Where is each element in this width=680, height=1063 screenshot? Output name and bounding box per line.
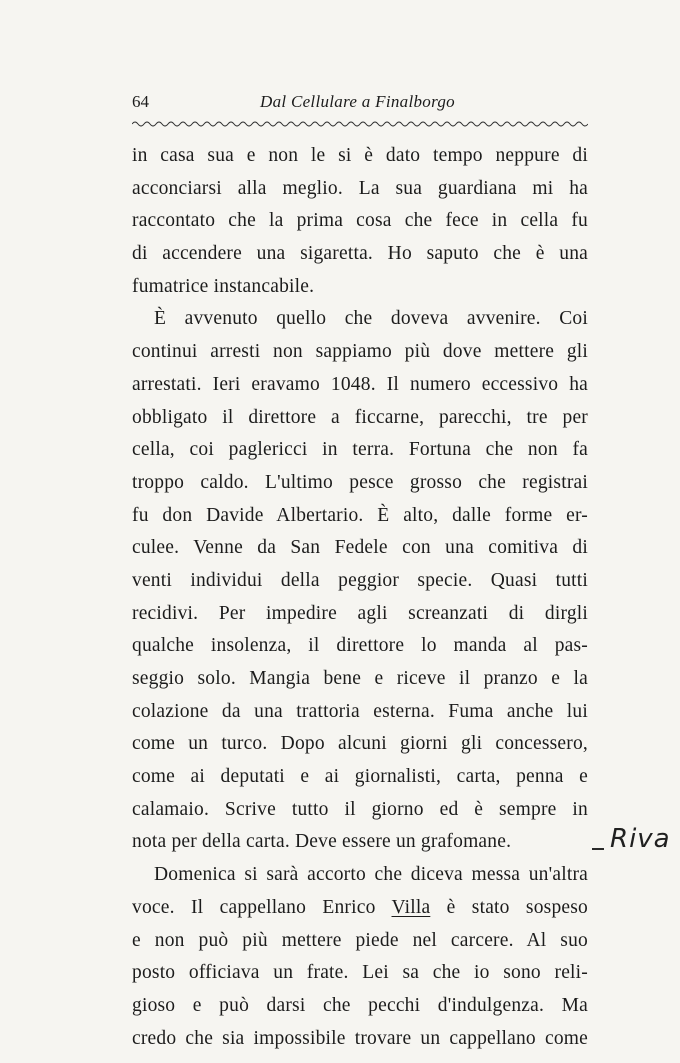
- text-line: È avvenuto quello che doveva avvenire. Coi: [154, 308, 588, 330]
- text-line: continui arresti non sappiamo più dove mettere gli: [132, 341, 588, 363]
- text-line: posto officiava un frate. Lei sa che io sono reli-: [132, 962, 588, 984]
- body-text: [132, 140, 588, 1055]
- page-header: [132, 92, 588, 116]
- text-line: fu don Davide Albertario. È alto, dalle forme er-: [132, 504, 588, 526]
- text-fragment: è stato sospeso: [430, 896, 588, 918]
- margin-note-text: Riva: [610, 824, 671, 854]
- text-line: credo che sia impossibile trovare un cappellano come: [132, 1027, 588, 1049]
- running-title: Dal Cellulare a Finalborgo: [260, 92, 455, 111]
- text-fragment: voce. Il cappellano Enrico: [132, 896, 392, 918]
- text-line: calamaio. Scrive tutto il giorno ed è sempre in: [132, 798, 588, 820]
- text-line: acconciarsi alla meglio. La sua guardiana mi ha: [132, 177, 588, 199]
- text-line: come ai deputati e ai giornalisti, carta, penna e: [132, 766, 588, 788]
- text-line: venti individui della peggior specie. Quasi tutti: [132, 569, 588, 591]
- text-line: in casa sua e non le si è dato tempo neppure di: [132, 145, 588, 166]
- wavy-rule-divider: [132, 119, 588, 129]
- text-line: fumatrice instancabile.: [132, 275, 315, 297]
- text-line: raccontato che la prima cosa che fece in cella fu: [132, 210, 588, 232]
- text-line: seggio solo. Mangia bene e riceve il pranzo e la: [132, 668, 588, 689]
- text-line: gioso e può darsi che pecchi d'indulgenza. Ma: [132, 994, 588, 1016]
- text-line: troppo caldo. L'ultimo pesce grosso che registrai: [132, 471, 588, 493]
- text-line: come un turco. Dopo alcuni giorni gli concessero,: [132, 733, 588, 755]
- underlined-name: Villa: [391, 896, 431, 918]
- text-line: qualche insolenza, il direttore lo manda al pas-: [132, 635, 588, 657]
- text-line: colazione da una trattoria esterna. Fuma anche lui: [132, 700, 588, 722]
- text-line: recidivi. Per impedire agli screanzati di dirgli: [132, 602, 588, 624]
- text-line: di accendere una sigaretta. Ho saputo che è una: [132, 243, 588, 265]
- text-line: Domenica si sarà accorto che diceva messa un'altra: [154, 864, 588, 886]
- text-line: obbligato il direttore a ficcarne, parecchi, tre per: [132, 406, 588, 428]
- margin-dash: [592, 848, 604, 850]
- page-number: 64: [132, 92, 149, 111]
- text-line: nota per della carta. Deve essere un grafomane.: [132, 831, 512, 853]
- handwritten-margin-note: [586, 818, 676, 868]
- text-line: culee. Venne da San Fedele con una comitiva di: [132, 537, 588, 559]
- text-line: e non può più mettere piede nel carcere. Al suo: [132, 929, 588, 951]
- text-line: cella, coi paglericci in terra. Fortuna che non fa: [132, 439, 588, 461]
- text-line-with-underline: [132, 892, 588, 925]
- text-line: arrestati. Ieri eravamo 1048. Il numero eccessivo ha: [132, 373, 588, 395]
